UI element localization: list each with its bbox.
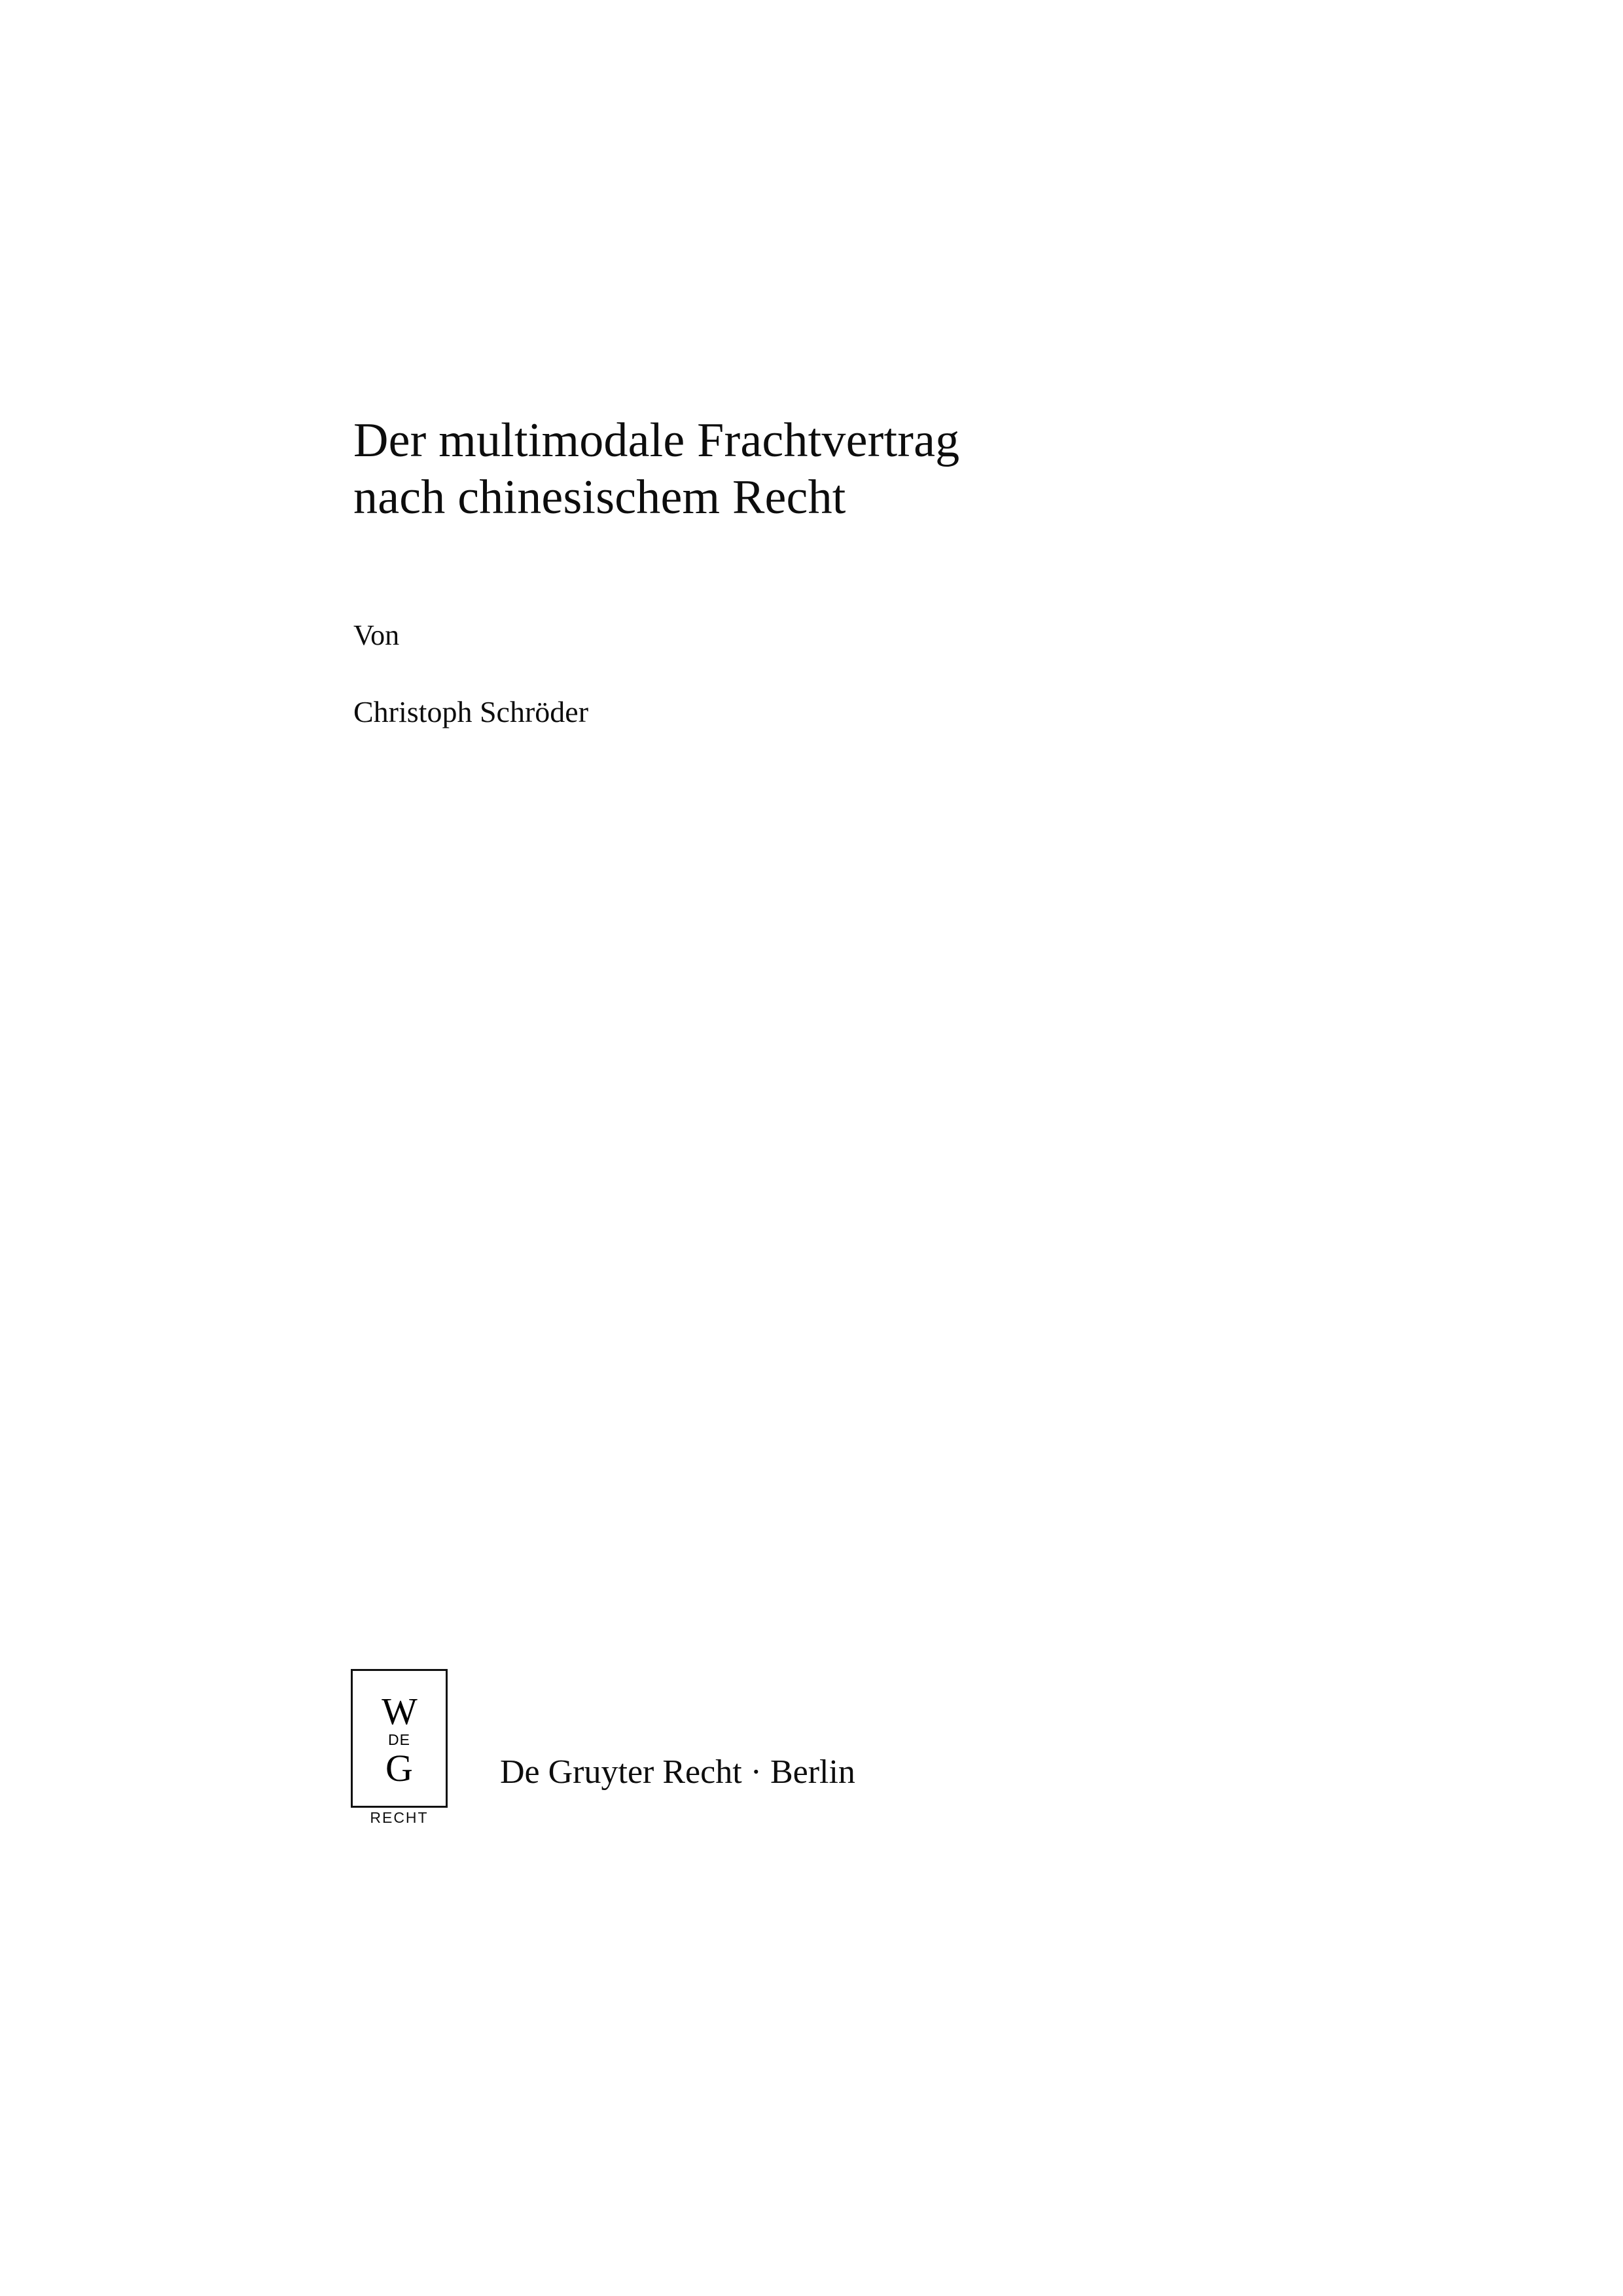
- title-line-1: Der multimodale Frachtvertrag: [353, 414, 960, 467]
- logo-letter-de: DE: [388, 1731, 410, 1749]
- author-name: Christoph Schröder: [353, 695, 589, 728]
- de-gruyter-logo-icon: [351, 1669, 448, 1833]
- logo-letters: [351, 1669, 448, 1808]
- by-label: Von: [353, 619, 400, 651]
- publisher-name: De Gruyter Recht · Berlin: [500, 1753, 855, 1791]
- logo-letter-w: W: [382, 1690, 417, 1733]
- logo-letter-g: G: [385, 1746, 413, 1789]
- publisher-block: [351, 1669, 855, 1833]
- title-line-2: nach chinesischem Recht: [353, 471, 846, 525]
- logo-caption-recht: RECHT: [370, 1809, 429, 1826]
- page-title: [353, 412, 1335, 527]
- title-block: [353, 412, 1335, 527]
